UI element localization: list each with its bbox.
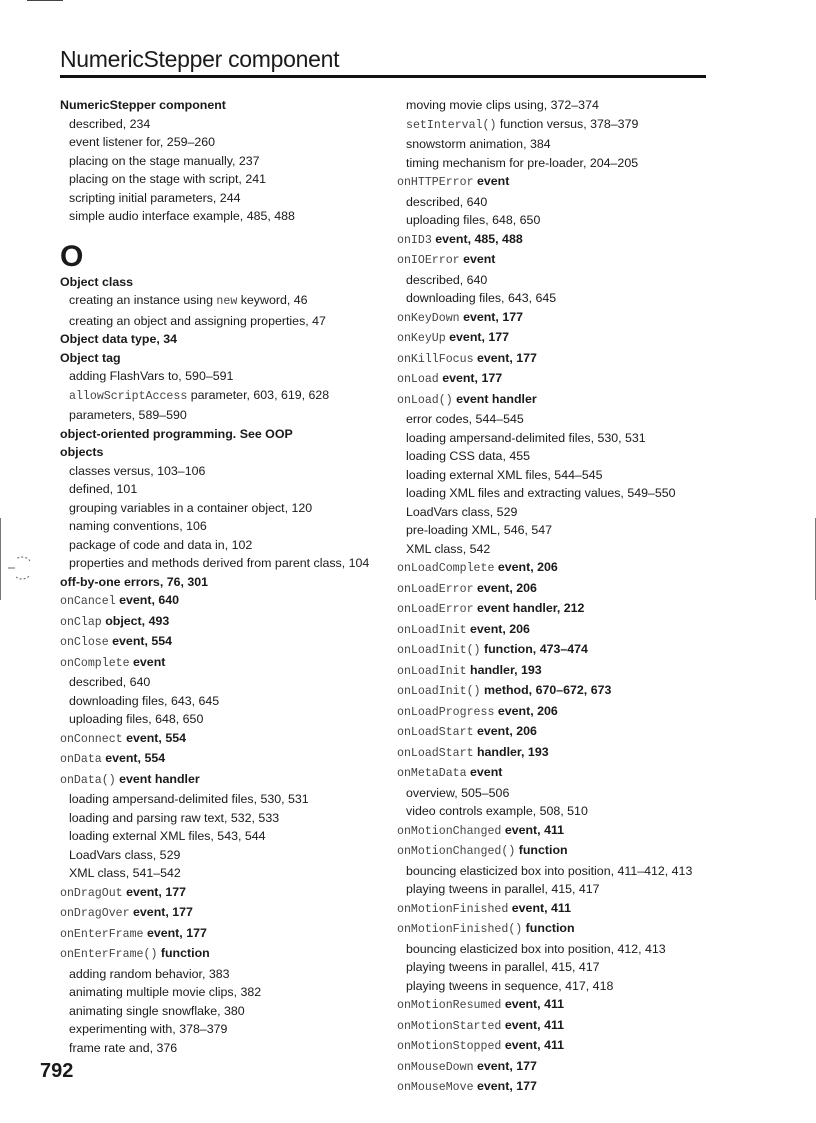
entry-text: adding FlashVars to, 590–591 xyxy=(69,369,234,383)
entry-text: XML class, 542 xyxy=(406,541,491,556)
code-term: new xyxy=(216,295,238,308)
entry-text: event xyxy=(129,654,166,669)
index-sub-entry xyxy=(397,115,727,136)
entry-text: properties and methods derived from parent class, 104 xyxy=(69,556,370,570)
top-crop-mark xyxy=(27,0,63,1)
index-main-entry xyxy=(397,1057,727,1078)
code-term: onMouseDown xyxy=(397,1060,474,1074)
index-sub-entry xyxy=(60,367,380,386)
entry-text: function versus, 378–379 xyxy=(496,116,639,131)
code-term: onKeyUp xyxy=(397,332,446,345)
entry-text: See xyxy=(239,426,262,441)
index-sub-entry xyxy=(397,211,727,230)
index-main-entry xyxy=(397,308,727,329)
entry-text: parameter, 603, 619, 628 xyxy=(187,387,330,402)
index-main-entry xyxy=(60,591,380,612)
entry-text: animating single snowflake, 380 xyxy=(69,1003,245,1018)
entry-text: overview, 505–506 xyxy=(406,785,510,800)
entry-text: O xyxy=(60,239,84,273)
code-term: onIOError xyxy=(397,254,460,267)
entry-text: event listener for, 259–260 xyxy=(69,135,216,149)
entry-text: grouping variables in a container object, 120 xyxy=(69,500,313,515)
entry-text: pre-loading XML, 546, 547 xyxy=(406,523,553,537)
code-term: onDragOver xyxy=(60,907,130,920)
index-sub-entry xyxy=(60,517,380,536)
code-term: onEnterFrame() xyxy=(60,948,158,961)
entry-text: event, 411 xyxy=(501,997,565,1011)
index-main-entry xyxy=(397,599,727,620)
index-main-entry xyxy=(397,1016,727,1037)
code-term: onLoadProgress xyxy=(397,705,495,719)
entry-text: experimenting with, 378–379 xyxy=(69,1022,228,1036)
index-sub-entry xyxy=(60,189,380,208)
index-sub-entry xyxy=(397,193,727,212)
entry-text: loading and parsing raw text, 532, 533 xyxy=(69,810,280,825)
entry-text: event, 554 xyxy=(108,634,173,648)
index-sub-entry xyxy=(397,429,727,448)
registration-mark-icon xyxy=(8,555,34,581)
index-main-entry xyxy=(60,573,380,592)
entry-text: event, 411 xyxy=(508,900,572,915)
index-main-entry xyxy=(397,558,727,579)
entry-text: Object class xyxy=(60,274,134,289)
entry-text: event, 177 xyxy=(459,309,523,324)
entry-text: OOP xyxy=(261,426,293,441)
entry-text: loading XML files and extracting values, 549–550 xyxy=(406,486,676,500)
entry-text: event, 177 xyxy=(438,371,503,385)
entry-text: bouncing elasticized box into position, 412, 413 xyxy=(406,941,666,956)
entry-text: event, 485, 488 xyxy=(431,231,523,246)
code-term: onKillFocus xyxy=(397,352,474,366)
index-sub-entry xyxy=(60,207,380,226)
page-header xyxy=(60,46,706,78)
index-sub-entry xyxy=(60,291,380,312)
entry-text: creating an object and assigning properties, 47 xyxy=(69,313,326,328)
index-main-entry xyxy=(397,172,727,193)
index-main-entry xyxy=(397,763,727,784)
entry-text: objects xyxy=(60,445,104,459)
code-term: onMotionFinished() xyxy=(397,923,523,936)
index-sub-entry xyxy=(60,152,380,171)
entry-text: handler, 193 xyxy=(466,662,542,677)
code-term: onLoadStart xyxy=(397,746,474,760)
index-main-entry xyxy=(397,369,727,390)
code-term: onData xyxy=(60,753,102,766)
index-main-entry xyxy=(60,349,380,368)
index-sub-entry xyxy=(397,977,727,996)
index-sub-entry xyxy=(397,410,727,429)
index-sub-entry xyxy=(60,1020,380,1039)
code-term: onConnect xyxy=(60,732,123,746)
index-main-entry xyxy=(60,770,380,791)
index-sub-entry xyxy=(60,710,380,729)
entry-text: Object data type, 34 xyxy=(60,332,178,346)
index-sub-entry xyxy=(60,406,380,425)
index-main-entry xyxy=(60,924,380,945)
entry-text: playing tweens in parallel, 415, 417 xyxy=(406,882,600,896)
index-main-entry xyxy=(60,273,380,292)
entry-text: LoadVars class, 529 xyxy=(69,847,181,862)
index-sub-entry xyxy=(397,521,727,540)
left-margin-mark xyxy=(0,518,1,600)
index-main-entry xyxy=(60,749,380,770)
code-term: onLoadError xyxy=(397,603,474,616)
entry-text: event handler xyxy=(115,771,200,786)
index-main-entry xyxy=(60,330,380,349)
code-term: onLoadInit() xyxy=(397,644,481,657)
index-sub-entry xyxy=(60,170,380,189)
index-sub-entry xyxy=(60,499,380,518)
code-term: onMotionFinished xyxy=(397,902,509,916)
index-main-entry xyxy=(397,995,727,1016)
entry-text: event, 206 xyxy=(494,560,558,574)
index-main-entry xyxy=(397,919,727,940)
entry-text: event, 640 xyxy=(115,593,180,607)
index-sub-entry xyxy=(60,809,380,828)
index-main-entry xyxy=(397,250,727,271)
entry-text: snowstorm animation, 384 xyxy=(406,137,551,151)
entry-text: event, 554 xyxy=(101,751,166,765)
code-term: onLoadInit() xyxy=(397,685,481,698)
code-term: onMotionStopped xyxy=(397,1040,502,1053)
index-sub-entry xyxy=(397,484,727,503)
index-sub-entry xyxy=(397,503,727,522)
entry-text: moving movie clips using, 372–374 xyxy=(406,98,599,112)
entry-text: function xyxy=(522,921,575,935)
entry-text: method, 670–672, 673 xyxy=(480,683,612,697)
page-number: 792 xyxy=(40,1060,74,1082)
entry-text: bouncing elasticized box into position, 411–412, 413 xyxy=(406,863,693,878)
entry-text: event xyxy=(466,765,503,779)
index-main-entry xyxy=(397,230,727,251)
entry-text: downloading files, 643, 645 xyxy=(69,693,220,708)
entry-text: placing on the stage with script, 241 xyxy=(69,172,266,186)
index-sub-entry xyxy=(60,790,380,809)
index-column-left xyxy=(60,96,380,1057)
index-sub-entry xyxy=(60,462,380,481)
index-main-entry xyxy=(397,1077,727,1098)
index-main-entry xyxy=(397,620,727,641)
entry-text: event, 411 xyxy=(501,1038,565,1052)
entry-text: scripting initial parameters, 244 xyxy=(69,190,241,205)
entry-text: loading external XML files, 544–545 xyxy=(406,467,603,482)
index-main-entry xyxy=(60,944,380,965)
index-sub-entry xyxy=(60,864,380,883)
index-sub-entry xyxy=(397,271,727,290)
index-sub-entry xyxy=(397,862,727,881)
index-sub-entry xyxy=(60,133,380,152)
code-term: onLoad() xyxy=(397,393,453,407)
entry-text: loading ampersand-delimited files, 530, 531 xyxy=(406,430,646,445)
code-term: onClap xyxy=(60,615,102,629)
index-main-entry xyxy=(397,702,727,723)
index-sub-entry xyxy=(60,312,380,331)
code-term: onLoadInit xyxy=(397,664,467,678)
entry-text: function, 473–474 xyxy=(480,642,588,656)
code-term: onLoadStart xyxy=(397,726,474,739)
entry-text: event, 206 xyxy=(473,580,537,595)
entry-text: loading CSS data, 455 xyxy=(406,449,530,463)
index-main-entry xyxy=(60,443,380,462)
code-term: setInterval() xyxy=(406,118,497,132)
entry-text: animating multiple movie clips, 382 xyxy=(69,985,262,999)
header-rule xyxy=(60,75,706,78)
index-sub-entry xyxy=(397,940,727,959)
entry-text: classes versus, 103–106 xyxy=(69,463,206,478)
index-main-entry xyxy=(397,681,727,702)
index-sub-entry xyxy=(60,480,380,499)
index-main-entry xyxy=(60,883,380,904)
entry-text: event handler, 212 xyxy=(473,601,585,615)
index-sub-entry xyxy=(60,1002,380,1021)
code-term: onDragOut xyxy=(60,886,123,900)
code-term: onMotionStarted xyxy=(397,1019,502,1033)
index-sub-entry xyxy=(397,802,727,821)
index-sub-entry xyxy=(60,965,380,984)
index-sub-entry xyxy=(60,846,380,865)
code-term: onMouseMove xyxy=(397,1081,474,1094)
entry-text: event, 177 xyxy=(143,925,207,940)
index-sub-entry xyxy=(60,536,380,555)
index-main-entry xyxy=(60,653,380,674)
index-sub-entry xyxy=(397,447,727,466)
entry-text: placing on the stage manually, 237 xyxy=(69,153,260,168)
index-main-entry xyxy=(60,632,380,653)
entry-text: described, 640 xyxy=(69,675,151,689)
entry-text: Object tag xyxy=(60,350,121,365)
index-main-entry xyxy=(60,425,380,444)
index-sub-entry xyxy=(397,154,727,173)
entry-text: event, 177 xyxy=(122,884,186,899)
index-sub-entry xyxy=(397,96,727,115)
index-main-entry xyxy=(397,1036,727,1057)
entry-text: event, 177 xyxy=(445,330,510,344)
entry-text: defined, 101 xyxy=(69,482,138,496)
entry-text: function xyxy=(515,843,568,857)
entry-text: timing mechanism for pre-loader, 204–205 xyxy=(406,155,639,170)
code-term: onLoad xyxy=(397,373,439,386)
entry-text: event, 177 xyxy=(473,1079,537,1093)
entry-text: described, 234 xyxy=(69,116,151,131)
code-term: onData() xyxy=(60,773,116,787)
code-term: onCancel xyxy=(60,595,116,608)
page-title: NumericStepper component xyxy=(60,46,340,72)
index-sub-entry xyxy=(60,673,380,692)
index-column-right xyxy=(397,96,727,1098)
entry-text: off-by-one errors, 76, 301 xyxy=(60,574,209,589)
entry-text: event, 411 xyxy=(501,822,565,837)
code-term: onComplete xyxy=(60,656,130,670)
index-sub-entry xyxy=(397,880,727,899)
index-sub-entry xyxy=(397,466,727,485)
index-sub-entry xyxy=(397,958,727,977)
index-main-entry xyxy=(397,328,727,349)
entry-text: naming conventions, 106 xyxy=(69,519,207,533)
entry-text: video controls example, 508, 510 xyxy=(406,804,588,818)
entry-text: event, 177 xyxy=(473,1058,537,1073)
code-term: onMotionChanged() xyxy=(397,845,516,858)
entry-text: event, 206 xyxy=(466,621,530,636)
code-term: onMotionResumed xyxy=(397,999,502,1012)
entry-text: event, 206 xyxy=(494,703,558,718)
code-term: onMetaData xyxy=(397,767,467,780)
index-sub-entry xyxy=(60,554,380,573)
entry-text: keyword, 46 xyxy=(237,293,308,307)
entry-text: parameters, 589–590 xyxy=(69,408,187,422)
entry-text: downloading files, 643, 645 xyxy=(406,291,557,305)
entry-text: event, 411 xyxy=(501,1017,565,1032)
entry-text: event handler xyxy=(452,391,537,406)
index-sub-entry xyxy=(60,692,380,711)
index-main-entry xyxy=(397,640,727,661)
entry-text: function xyxy=(157,946,210,960)
code-term: onMotionChanged xyxy=(397,824,502,838)
index-main-entry xyxy=(397,841,727,862)
entry-text: uploading files, 648, 650 xyxy=(406,213,541,227)
index-sub-entry xyxy=(397,784,727,803)
entry-text: uploading files, 648, 650 xyxy=(69,712,204,726)
entry-text: described, 640 xyxy=(406,194,488,209)
entry-text: object-oriented programming. xyxy=(60,426,240,441)
index-main-entry xyxy=(397,821,727,842)
entry-text: XML class, 541–542 xyxy=(69,866,181,880)
index-sub-entry xyxy=(60,386,380,407)
index-main-entry xyxy=(397,390,727,411)
index-sub-entry xyxy=(60,827,380,846)
index-sub-entry xyxy=(60,983,380,1002)
index-sub-entry xyxy=(397,289,727,308)
index-sub-entry xyxy=(397,135,727,154)
entry-text: NumericStepper component xyxy=(60,98,226,112)
entry-text: handler, 193 xyxy=(473,744,549,759)
entry-text: playing tweens in sequence, 417, 418 xyxy=(406,978,614,993)
index-main-entry xyxy=(397,579,727,600)
code-term: onClose xyxy=(60,636,109,649)
code-term: onID3 xyxy=(397,233,432,247)
entry-text: playing tweens in parallel, 415, 417 xyxy=(406,960,600,974)
section-letter-heading xyxy=(60,239,380,273)
entry-text: simple audio interface example, 485, 488 xyxy=(69,209,295,223)
index-sub-entry xyxy=(397,540,727,559)
index-main-entry xyxy=(60,729,380,750)
index-main-entry xyxy=(397,899,727,920)
entry-text: event, 177 xyxy=(129,905,193,919)
index-sub-entry xyxy=(60,1039,380,1058)
index-main-entry xyxy=(397,349,727,370)
index-main-entry xyxy=(397,743,727,764)
index-main-entry xyxy=(60,903,380,924)
entry-text: object, 493 xyxy=(101,613,170,628)
entry-text: loading external XML files, 543, 544 xyxy=(69,829,266,843)
code-term: onLoadError xyxy=(397,582,474,596)
code-term: onHTTPError xyxy=(397,176,474,189)
entry-text: event xyxy=(473,174,510,188)
code-term: onLoadComplete xyxy=(397,562,495,575)
entry-text: frame rate and, 376 xyxy=(69,1040,178,1055)
entry-text: event, 554 xyxy=(122,730,186,745)
index-main-entry xyxy=(60,96,380,115)
index-main-entry xyxy=(397,661,727,682)
entry-text: creating an instance using xyxy=(69,293,217,307)
entry-text: adding random behavior, 383 xyxy=(69,966,230,981)
entry-text: event, 177 xyxy=(473,350,537,365)
index-sub-entry xyxy=(60,115,380,134)
code-term: onLoadInit xyxy=(397,623,467,637)
code-term: allowScriptAccess xyxy=(69,389,188,403)
code-term: onEnterFrame xyxy=(60,927,144,941)
entry-text: loading ampersand-delimited files, 530, 531 xyxy=(69,792,309,806)
code-term: onKeyDown xyxy=(397,311,460,325)
entry-text: LoadVars class, 529 xyxy=(406,504,518,519)
index-main-entry xyxy=(60,612,380,633)
entry-text: event, 206 xyxy=(473,724,537,738)
entry-text: error codes, 544–545 xyxy=(406,412,524,426)
entry-text: described, 640 xyxy=(406,272,488,287)
entry-text: package of code and data in, 102 xyxy=(69,537,253,552)
index-main-entry xyxy=(397,722,727,743)
entry-text: event xyxy=(459,252,496,266)
